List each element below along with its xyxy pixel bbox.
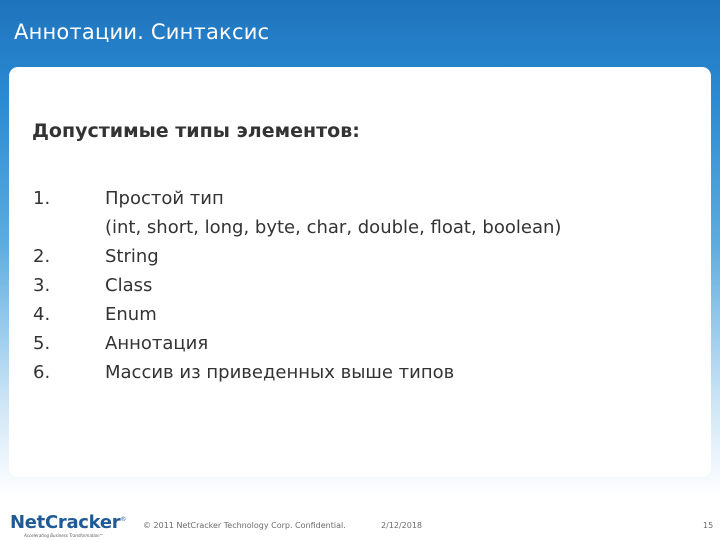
list-item-number: 5. — [33, 333, 51, 354]
list-item-number: 1. — [33, 188, 51, 209]
logo-tagline: Accelerating Business Transformation™ — [24, 533, 104, 538]
list-item — [33, 329, 673, 358]
netcracker-logo — [10, 512, 126, 533]
list-item — [33, 271, 673, 300]
list-item-text: (int, short, long, byte, char, double, float, boolean) — [105, 217, 562, 238]
list-item — [33, 184, 673, 213]
list-item — [33, 300, 673, 329]
list-item-number: 6. — [33, 362, 51, 383]
element-types-list — [33, 184, 673, 387]
page-number: 15 — [703, 521, 714, 530]
list-item — [33, 242, 673, 271]
logo-text: NetCracker — [10, 512, 121, 533]
list-item-text: Enum — [105, 304, 157, 325]
list-item — [33, 358, 673, 387]
list-item-number: 2. — [33, 246, 51, 267]
list-item-text: Простой тип — [105, 188, 224, 209]
slide-title: Аннотации. Синтаксис — [14, 20, 270, 44]
list-item-text: String — [105, 246, 159, 267]
list-item-number — [33, 213, 105, 242]
content-panel — [9, 67, 711, 477]
list-item-number: 3. — [33, 275, 51, 296]
list-item — [33, 213, 673, 242]
list-item-text: Class — [105, 275, 153, 296]
copyright-notice: © 2011 NetCracker Technology Corp. Confidential. — [143, 521, 346, 530]
slide-date: 2/12/2018 — [381, 521, 423, 530]
section-heading: Допустимые типы элементов: — [32, 120, 360, 142]
list-item-number: 4. — [33, 304, 51, 325]
list-item-text: Массив из приведенных выше типов — [105, 362, 455, 383]
footer — [0, 500, 720, 540]
logo-registered-mark: ® — [120, 516, 127, 523]
list-item-text: Аннотация — [105, 333, 209, 354]
